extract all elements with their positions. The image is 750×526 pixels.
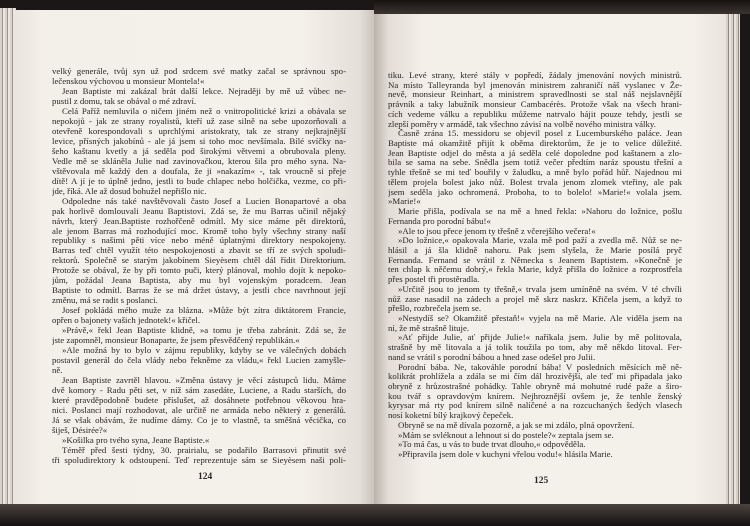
text-line: právník a taky labužník monsieur Cambacérès. Protože však na všech hrani- [388, 100, 682, 110]
text-line: Marie přišla, podívala se na mě a hned řekla: »Nahoru do ložnice, pošlu [398, 207, 682, 217]
text-line: šiješ, Désirée?« [52, 425, 108, 435]
text-line: ně. [52, 366, 63, 376]
paragraph [388, 440, 682, 450]
text-line: Baptiste to odmítl. Barras že se má držet ústavy, a jestli chce navrhnout její [52, 286, 346, 296]
text-line: strašně by mě litovala a já tolik toužila po tom, aby mě někdo litoval. Fer- [388, 343, 682, 353]
text-line: »Určitě jsou to jenom ty třešně,« trvala jsem umíněně na svém. V té chvíli [398, 284, 682, 294]
text-line: Na místo Talleyranda byl jmenován ministrem zahraničí náš vyslanec v Že- [388, 80, 682, 90]
text-line: které pravděpodobně budete příslušet, až dosáhnete potřebnou věkovou hra- [52, 395, 346, 405]
text-line: cích vedeme válku a republiku můžeme natrvalo hájit pouze tehdy, jestli se [388, 109, 682, 119]
text-line: »To má čas, u vás to bude trvat dlouho,« odpověděla. [398, 440, 586, 450]
page-right [374, 14, 728, 504]
paragraph [52, 107, 346, 197]
text-line: kyrysar má rty pod knírem silně nalíčené a na rozcuchaných šedých vlasech [388, 401, 682, 411]
text-line: jsem seděla jako ochromená. Proboha, to to bolelo! »Marie!« volala jsem. [388, 187, 682, 197]
paragraph [52, 67, 346, 87]
text-line: návrh, který Jean.Baptiste rozhořčeně odmítl. My sice máme pět direktorů, [52, 216, 346, 226]
paragraph [388, 333, 682, 362]
text-line: postavil generál do čela vlády nebo řekněme za vládu,« řekl Lucien zamyšle- [52, 356, 346, 366]
text-line: Jean Baptiste zavrtěl hlavou. »Změna ústavy je věcí zástupců lidu. Máme [62, 376, 346, 386]
text-line: tři spoludirektory k odstoupení. Teď reprezentuje sám se Sieyèsem naši poli- [52, 455, 346, 465]
page-left [14, 10, 374, 504]
text-line: jům, požádal Jeana Baptista, aby mu byl vojenským poradcem. Jean [52, 276, 346, 286]
paragraph [388, 207, 682, 226]
paragraph [52, 346, 346, 376]
text-line: změnu, má se radit s poslanci. [52, 296, 158, 306]
text-line: jde, říká. Ale až dosud bohužel nepřišlo nic. [52, 186, 207, 196]
text-line: otevřeně korespondovali s uprchlými aristokraty, tak ze strany nejkrajnější [52, 126, 346, 136]
text-line: lečenskou výchovou u monsieur Montela!« [52, 76, 205, 86]
text-line: Vedle mě se skláněla Julie nad zavinovačkou, kterou šila pro mého syna. Na- [52, 156, 346, 166]
page-edges-right [726, 14, 740, 504]
text-line: Jean Baptiste mi zakázal brát další lekce. Nejraději by mě už vůbec ne- [62, 86, 346, 96]
page-number: 125 [534, 476, 549, 486]
background-bottom [0, 504, 750, 526]
text-line: ten chlap k něčemu dobrý,« řekla Marie, když přišla do ložnice a rozprostřela [388, 265, 682, 275]
text-line: republiky s našimi pěti více nebo méně úplatnými direktory nespokojeny. [52, 236, 346, 246]
text-line: Josef pokládá mého muže za blázna. »Může být zítra diktátorem Francie, [62, 306, 346, 316]
text-line: tiku. Levé strany, které stály v popředí, žádaly jmenování nových ministrů. [388, 71, 682, 80]
text-line: Porodní bába. Ne, takováhle porodní bába! V posledních měsících mě ně- [398, 362, 682, 372]
text-line: dvě komory - Radu pěti set, v níž sám zasedáte, Luciene, a Radu starších, do [52, 386, 346, 395]
text-line: Časně zrána 15. messidoru se objevil posel z Lucemburského paláce. Jean [398, 129, 682, 139]
text-line: »Připravila jsem dole v kuchyni vřelou vodu!« hlásila Marie. [398, 450, 613, 460]
text-line: kolikrát prohlížela a zdála se mi čím dál hrozivější, ale teď mi připadala jako [388, 372, 682, 382]
paragraph [388, 431, 682, 441]
text-line: Protože se obával, že by při tomto puči, který plánoval, mohlo dojít k nepoko- [52, 266, 346, 276]
text-line: nici. Poslanci mají rozhodovat, ale určitě ne armáda nebo některý z generálů. [52, 405, 346, 415]
text-line: hlásil a já šla klidně nahoru. Pak jsem slyšela, že Marie posílá pryč [388, 245, 682, 255]
text-line: Jean Baptiste odjel do města a já seděla celé dopoledne pod kaštanem a zlo- [388, 148, 682, 158]
text-line: »Marie!« [388, 197, 421, 207]
paragraph [388, 450, 682, 460]
text-line: rektorů. Společně se starým jakobínem Sieyèsem chtěl dál řídit Direktorium. [52, 256, 346, 266]
paragraph [388, 129, 682, 207]
text-line: nůž zase nasadil na zádech a projel mě skrz naskrz. Křičela jsem, a když to [388, 294, 682, 304]
background-top [374, 0, 750, 14]
text-line: přešlo, rozbrečela jsem se. [388, 304, 482, 314]
text-line: levice, přísných jakobínů - ale já jsem si toho moc nevšímala. Bílé svíčky na- [52, 136, 346, 146]
paragraph [388, 227, 682, 237]
paragraph [388, 421, 682, 431]
text-line: Baptiste má okamžitě přijít k oběma direktorům, že je to velice důležité. [388, 139, 682, 149]
text-line: zlepší poměry v armádě, tak všechno závisí na volbě nového ministra války. [388, 119, 656, 129]
text-line: přes postel tři prostěradla. [388, 275, 480, 285]
text-line: »Do ložnice,« opakovala Marie, vzala mě pod paží a zvedla mě. Nůž se ne- [398, 236, 682, 246]
text-line: nand se vrátil s porodní bábou a hned zase odešel pro Julii. [388, 352, 596, 362]
page-text [388, 71, 682, 460]
text-line: ale jenom Barras má rozhodující moc. Kromě toho byly všechny strany naší [52, 226, 346, 236]
paragraph [52, 87, 346, 107]
text-line: bila se sama na sebe. Snědla jsem totiž večer předtím naráz spoustu třešní a [388, 158, 682, 168]
text-line: tělem projela bolest jako nůž. Bolest trvala jenom zlomek vteřiny, ale pak [388, 177, 682, 187]
paragraph [388, 236, 682, 285]
text-line: »Ať přijde Julie, ať přijde Julie!« naříkala jsem. Julie by mě politovala, [398, 333, 682, 343]
paragraph [52, 306, 346, 326]
text-line: tyhle třešně se mi teď bouřily v žaludku, a mně bylo pořád hůř. Najednou mi [388, 168, 682, 178]
text-line: »Nestydíš se? Okamžitě přestaň!« vyjela na mě Marie. Ale viděla jsem na [398, 313, 682, 323]
text-line: »Košilka pro tvého syna, Jeane Baptiste.« [62, 435, 210, 445]
text-line: ní, že mě strašně lituje. [388, 323, 470, 333]
paragraph [52, 197, 346, 307]
page-number: 124 [198, 472, 213, 482]
text-line: Barras teď chtěl využít této nespokojenosti a zbavit se tří ze svých spoludi- [52, 246, 346, 256]
text-line: »Ale možná by to bylo v zájmu republiky, kdyby se ve válečných dobách [62, 346, 346, 356]
text-line: Obryně se na mě dívala pozorně, a jak se mi zdálo, plná opovržení. [398, 420, 635, 430]
text-line: »Ale to jsou přece jenom ty třešně z včerejšího večera!« [398, 226, 596, 236]
text-line: vštěvovala mě každý den a doufala, že ji »nakazím« -, tak vroucně si přeje [52, 166, 346, 176]
text-line: jste zapomněl, monsieur Bonaparte, že jsem přesvědčený republikán.« [52, 336, 300, 346]
text-line: pustil z domu, tak se obával o mé zdraví. [52, 96, 197, 106]
text-line: šeho kaštanu kvetly a já seděla pod širokými větvemi a obrubovala pleny. [52, 146, 346, 156]
text-line: nepokojů - jak ze strany royalistů, kteří už zase silně na sebe upozorňovali a [52, 116, 346, 126]
text-line: »Mám se svléknout a lehnout si do postele?« zeptala jsem se. [398, 430, 614, 440]
text-line: dítě! A jí je to úplně jedno, jestli to bude chlapec nebo holčička, vezme, co při- [52, 176, 346, 186]
paragraph [52, 376, 346, 436]
text-line: Já se však obávám, že nudíme dámy. Co je to vlastně, ta směšná věcička, co [52, 415, 346, 425]
text-line: »Právě,« řekl Jean Baptiste klidně, »a tomu je třeba zabránit. Zdá se, že [62, 326, 346, 336]
paragraph [388, 363, 682, 421]
text-line: velký generále, tvůj syn už pod srdcem své matky začal se správnou spo- [52, 67, 346, 76]
paragraph [388, 71, 682, 129]
paragraph [388, 285, 682, 314]
paragraph [52, 446, 346, 466]
text-line: Fernanda. Fernand se vrátil z Německa s Jeanem Baptistem. »Konečně je [388, 255, 682, 265]
text-line: Fernanda pro porodní bábu!« [388, 216, 491, 226]
text-line: opřen o bajonety vašich jednotek!« křičel. [52, 316, 201, 326]
text-line: kou tvář s opravdovým knírem. Nejhroznější ovšem je, že tenhle ženský [388, 391, 682, 401]
text-line: pak horlivě domlouvali Jeanu Baptistovi. Zdá se, že mu Barras učinil nějaký [52, 206, 346, 216]
page-text [52, 67, 346, 466]
text-line: nosí koketní bílý krajkový čepeček. [388, 411, 514, 421]
text-line: nevě, monsieur Reinhart, a ministrem spravedlnosti se stal náš nejslavnější [388, 90, 682, 100]
paragraph [388, 314, 682, 333]
text-line: obryně z hrůzostrašné pohádky. Tahle obryně má mohutné rudé paže a širo- [388, 382, 682, 391]
paragraph [52, 326, 346, 346]
text-line: Téměř před šesti týdny, 30. prairialu, se podařilo Barrasovi přinutit své [62, 445, 346, 455]
text-line: Celá Paříž nemluvila o ničem jiném než o vnitropolitické krizi a obávala se [62, 106, 346, 116]
text-line: Odpoledne nás také navštěvovali často Josef a Lucien Bonapartové a oba [62, 196, 346, 206]
paragraph [52, 436, 346, 446]
